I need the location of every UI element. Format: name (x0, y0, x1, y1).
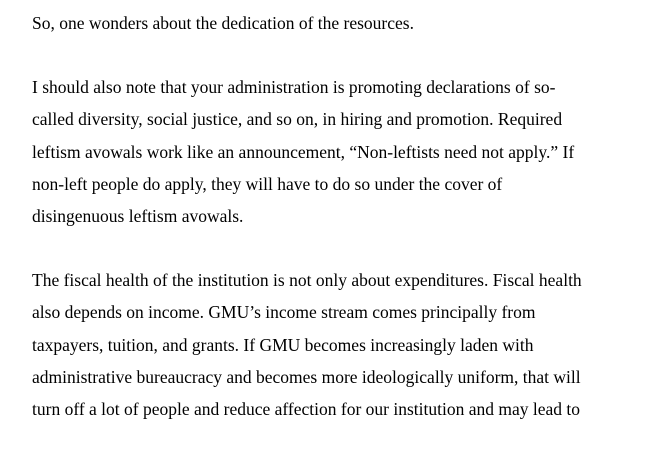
paragraph-3-line-2: also depends on income. GMU’s income stream comes principally from (32, 302, 536, 322)
paragraph-3-line-5: turn off a lot of people and reduce affection for our institution and may lead to (32, 399, 581, 419)
paragraph-2-line-3: leftism avowals work like an announcement, “Non-leftists need not apply.” If (32, 142, 575, 162)
paragraph-3-line-3: taxpayers, tuition, and grants. If GMU becomes increasingly laden with (32, 335, 534, 355)
paragraph-3-line-1: The fiscal health of the institution is not only about expenditures. Fiscal health (32, 270, 582, 290)
paragraph-1-line-1: So, one wonders about the dedication of the resources. (32, 13, 414, 33)
paragraph-2-line-5: disingenuous leftism avowals. (32, 206, 244, 226)
paragraph-2-line-1: I should also note that your administration is promoting declarations of so- (32, 77, 556, 97)
paragraph-2-line-4: non-left people do apply, they will have to do so under the cover of (32, 174, 503, 194)
paragraph-3-line-4: administrative bureaucracy and becomes more ideologically uniform, that will (32, 367, 581, 387)
paragraph-2-line-2: called diversity, social justice, and so on, in hiring and promotion. Required (32, 109, 563, 129)
